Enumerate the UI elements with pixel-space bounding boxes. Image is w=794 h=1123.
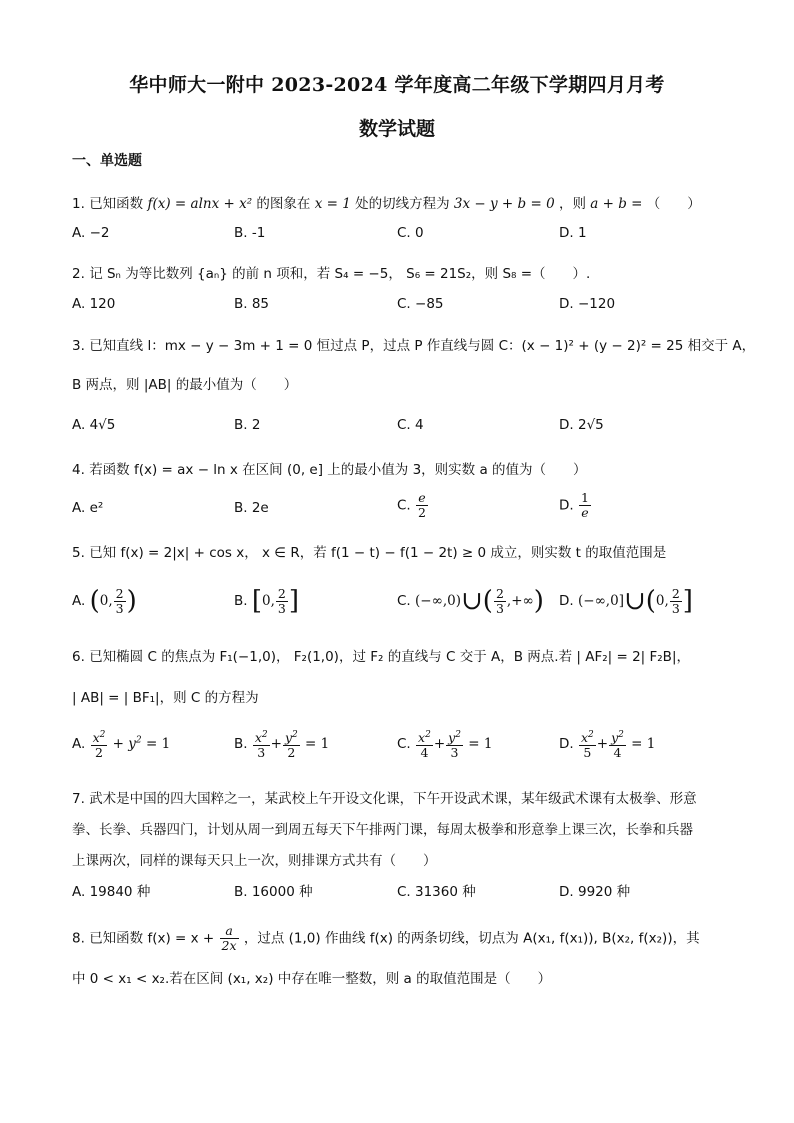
question-6-option-c: C. $\frac{x^2}{4}$ + $\frac{y^2}{3}$ = 1 [397,730,493,761]
question-1-option-a: A. −2 [72,225,110,241]
exam-title: 华中师大一附中 2023-2024 学年度高二年级下学期四月月考 [129,74,665,96]
question-3-option-d: D. 2√5 [559,417,604,433]
question-1-option-c: C. 0 [397,225,424,241]
question-7-option-a: A. 19840 种 [72,884,151,900]
question-1-stem: 1. 已知函数 f(x) = alnx + x² 的图象在 x = 1 处的切线方程为 3x − y + b = 0 ，则 a + b = （ ） [72,196,701,212]
question-7-option-b: B. 16000 种 [234,884,313,900]
question-7-stem-line1: 7. 武术是中国的四大国粹之一，某武校上午开设文化课，下午开设武术课，某年级武术课有太极拳、形意 [72,791,697,807]
question-4-stem: 4. 若函数 f(x) = ax − ln x 在区间 (0, e] 上的最小值为 3，则实数 a 的值为（ ） [72,462,587,478]
question-4-option-c: C. $\frac{e}{2}$ [397,490,426,520]
question-5-stem: 5. 已知 f(x) = 2|x| + cos x， x ∈ R，若 f(1 − t) − f(1 − 2t) ≥ 0 成立，则实数 t 的取值范围是 [72,545,667,561]
question-6-option-b: B. $\frac{x^2}{3}$ + $\frac{y^2}{2}$ = 1 [234,730,330,761]
question-2-stem: 2. 记 Sₙ 为等比数列 {aₙ} 的前 n 项和，若 S₄ = −5， S₆ = 21S₂，则 S₈ =（ ）. [72,266,591,282]
question-2-option-a: A. 120 [72,296,116,312]
question-3-stem-line2: B 两点，则 |AB| 的最小值为（ ） [72,377,298,393]
question-5-option-a: A. (0, $\frac{2}{3}$ ) [72,585,137,616]
question-8-stem-line2: 中 0 < x₁ < x₂.若在区间 (x₁, x₂) 中存在唯一整数，则 a 的取值范围是（ ） [72,971,552,987]
question-7-option-d: D. 9920 种 [559,884,631,900]
question-4-option-d: D. $\frac{1}{e}$ [559,490,589,520]
question-3-stem-line1: 3. 已知直线 l：mx − y − 3m + 1 = 0 恒过点 P，过点 P 作直线与圆 C：(x − 1)² + (y − 2)² = 25 相交于 A， [72,338,756,354]
question-7-stem-line2: 拳、长拳、兵器四门，计划从周一到周五每天下午排两门课，每周太极拳和形意拳上课三次，长拳和兵器 [72,822,693,838]
question-3-option-c: C. 4 [397,417,424,433]
question-7-option-c: C. 31360 种 [397,884,476,900]
fraction: $\frac{e}{2}$ [418,490,426,520]
question-4-option-b: B. 2e [234,500,269,516]
question-1-option-b: B. -1 [234,225,266,241]
fraction: $\frac{a}{2x}$ [221,923,237,953]
question-8-stem-line1: 8. 已知函数 f(x) = x + $\frac{a}{2x}$ ，过点 (1,0) 作曲线 f(x) 的两条切线，切点为 A(x₁, f(x₁)), B(x₂, f(x₂))，其 [72,923,700,953]
section-heading: 一、单选题 [72,153,142,169]
question-5-option-b: B. [0, $\frac{2}{3}$ ] [234,585,300,616]
question-3-option-b: B. 2 [234,417,261,433]
question-5-option-c: C. (−∞,0)∪( $\frac{2}{3}$ ,+∞) [397,585,544,616]
question-6-stem-line1: 6. 已知椭圆 C 的焦点为 F₁(−1,0)， F₂(1,0)，过 F₂ 的直线与 C 交于 A，B 两点.若 | AF₂| = 2| F₂B|， [72,649,690,665]
fraction: $\frac{1}{e}$ [580,490,589,520]
question-2-option-d: D. −120 [559,296,616,312]
question-2-option-b: B. 85 [234,296,270,312]
question-6-stem-line2: | AB| = | BF₁|，则 C 的方程为 [72,690,259,706]
question-3-option-a: A. 4√5 [72,417,116,433]
exam-subtitle: 数学试题 [358,118,435,140]
question-4-option-a: A. e² [72,500,104,516]
question-6-option-a: A. $\frac{x^2}{2}$ + $y^2 = 1$ [72,730,171,761]
question-1-option-d: D. 1 [559,225,587,241]
question-6-option-d: D. $\frac{x^2}{5}$ + $\frac{y^2}{4}$ = 1 [559,730,656,761]
question-2-option-c: C. −85 [397,296,444,312]
question-7-stem-line3: 上课两次，同样的课每天只上一次，则排课方式共有（ ） [72,853,437,869]
question-5-option-d: D. (−∞,0]∪(0, $\frac{2}{3}$ ] [559,585,693,616]
